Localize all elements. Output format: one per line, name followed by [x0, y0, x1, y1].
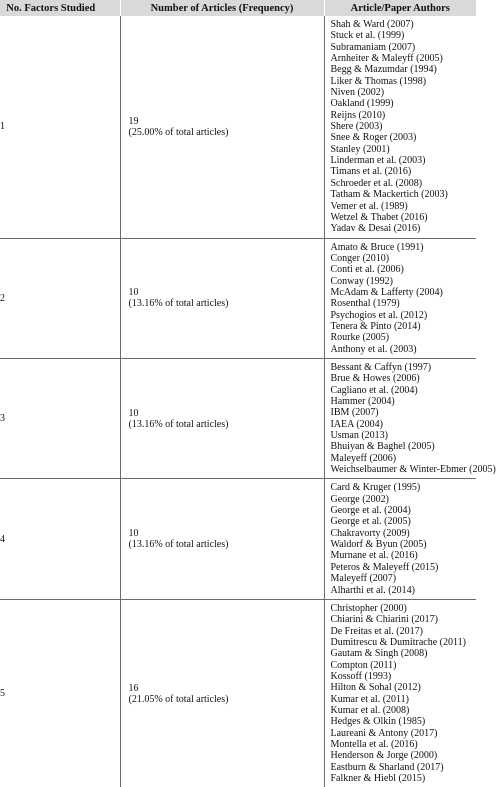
author-citation: Begg & Mazumdar (1994) — [330, 64, 437, 76]
header-authors: Article/Paper Authors — [324, 0, 476, 16]
authors-cell — [324, 479, 476, 599]
author-citation: Maleyeff (2007) — [330, 573, 397, 585]
author-citation: Murnane et al. (2016) — [330, 550, 418, 562]
author-citation: Shah & Ward (2007) — [330, 19, 414, 30]
article-count: 10 — [128, 287, 139, 299]
article-count: 16 — [128, 682, 139, 694]
author-citation: Falkner & Hiebl (2015) — [330, 773, 426, 784]
author-citation: Psychogios et al. (2012) — [330, 309, 428, 321]
author-citation: Timans et al. (2016) — [330, 166, 412, 178]
author-citation: Dumitrescu & Dumitrache (2011) — [330, 636, 466, 648]
author-citation: Eastburn & Sharland (2017) — [330, 761, 444, 773]
table-row — [0, 479, 476, 599]
authors-cell — [324, 358, 496, 478]
article-count: 10 — [128, 407, 139, 419]
factor-count-cell: 4 — [0, 479, 120, 599]
article-frequency-cell — [120, 358, 324, 478]
author-citation: Usman (2013) — [330, 430, 388, 442]
article-count: 19 — [128, 115, 139, 127]
author-citation: Gautam & Singh (2008) — [330, 648, 428, 660]
header-no-factors: No. Factors Studied — [0, 0, 120, 16]
author-citation: IBM (2007) — [330, 407, 379, 419]
author-citation: George (2002) — [330, 493, 389, 505]
article-frequency-cell — [120, 238, 324, 358]
author-citation: Hammer (2004) — [330, 396, 395, 407]
table-row — [0, 358, 476, 478]
table-header — [0, 0, 476, 16]
author-citation: Anthony et al. (2003) — [330, 343, 417, 355]
author-citation: Tenera & Pinto (2014) — [330, 320, 421, 332]
author-citation: Conti et al. (2006) — [330, 264, 404, 276]
author-citation: Waldorf & Byun (2005) — [330, 539, 427, 551]
author-citation: Schroeder et al. (2008) — [330, 177, 423, 189]
header-number-of-articles: Number of Articles (Frequency) — [120, 0, 324, 16]
author-citation: Laureani & Antony (2017) — [330, 727, 438, 739]
factor-count-cell: 5 — [0, 599, 120, 787]
author-citation: Kossoff (1993) — [330, 670, 392, 682]
author-citation: Montella et al. (2016) — [330, 738, 418, 750]
author-citation: Chakravorty (2009) — [330, 527, 410, 539]
author-citation: Shere (2003) — [330, 121, 383, 133]
article-frequency-cell — [120, 16, 324, 238]
author-citation: Conger (2010) — [330, 252, 390, 264]
author-citation: Compton (2011) — [330, 659, 397, 671]
author-citation: Wetzel & Thabet (2016) — [330, 211, 428, 223]
author-citation: George et al. (2005) — [330, 516, 411, 528]
author-citation: Bhuiyan & Baghel (2005) — [330, 441, 435, 453]
article-count: 10 — [128, 528, 139, 540]
author-citation: Subramaniam (2007) — [330, 41, 416, 53]
author-citation: Christopher (2000) — [330, 602, 407, 614]
table-row — [0, 238, 476, 358]
author-citation: George et al. (2004) — [330, 505, 411, 517]
factor-count-cell: 2 — [0, 238, 120, 358]
author-citation: Rourke (2005) — [330, 332, 390, 344]
author-citation: Hedges & Olkin (1985) — [330, 716, 426, 728]
author-citation: Kumar et al. (2011) — [330, 693, 409, 705]
author-citation: Tatham & Mackertich (2003) — [330, 189, 448, 201]
author-citation: Brue & Howes (2006) — [330, 373, 420, 385]
author-citation: Rosenthal (1979) — [330, 298, 400, 310]
article-percent: (13.16% of total articles) — [128, 298, 229, 310]
author-citation: Card & Kruger (1995) — [330, 482, 421, 494]
author-citation: Reijns (2010) — [330, 109, 386, 121]
author-citation: Conway (1992) — [330, 275, 393, 287]
article-percent: (13.16% of total articles) — [128, 418, 229, 430]
article-percent: (21.05% of total articles) — [128, 693, 229, 705]
author-citation: Peteros & Maleyeff (2015) — [330, 561, 439, 573]
author-citation: Linderman et al. (2003) — [330, 155, 426, 167]
author-citation: Maleyeff (2006) — [330, 452, 397, 464]
author-citation: Chiarini & Chiarini (2017) — [330, 614, 438, 626]
authors-cell — [324, 16, 476, 238]
author-citation: Cagliano et al. (2004) — [330, 384, 418, 396]
author-citation: Yadav & Desai (2016) — [330, 223, 421, 235]
factor-count-cell: 1 — [0, 121, 5, 133]
author-citation: McAdam & Lafferty (2004) — [330, 286, 443, 298]
author-citation: Bessant & Caffyn (1997) — [330, 361, 432, 373]
authors-cell — [324, 238, 476, 358]
author-citation: IAEA (2004) — [330, 418, 383, 430]
author-citation: Kumar et al. (2008) — [330, 704, 410, 716]
author-citation: Liker & Thomas (1998) — [330, 75, 427, 87]
author-citation: Hilton & Sohal (2012) — [330, 682, 421, 694]
author-citation: De Freitas et al. (2017) — [330, 625, 423, 637]
author-citation: Arnheiter & Maleyff (2005) — [330, 53, 443, 65]
author-citation: Stanley (2001) — [330, 143, 390, 155]
table-row — [0, 599, 476, 787]
author-citation: Weichselbaumer & Winter-Ebmer (2005) — [330, 464, 496, 476]
table-row — [0, 16, 476, 238]
article-percent: (25.00% of total articles) — [128, 126, 229, 138]
article-percent: (13.16% of total articles) — [128, 539, 229, 551]
author-citation: Snee & Roger (2003) — [330, 132, 417, 144]
article-frequency-cell — [120, 479, 324, 599]
author-citation: Oakland (1999) — [330, 98, 394, 110]
author-citation: Stuck et al. (1999) — [330, 30, 405, 42]
header-row — [0, 0, 476, 16]
author-citation: Alharthi et al. (2014) — [330, 584, 415, 596]
author-citation: Henderson & Jorge (2000) — [330, 750, 438, 762]
author-citation: Vemer et al. (1989) — [330, 200, 408, 212]
article-frequency-cell — [120, 599, 324, 787]
factor-count-cell: 3 — [0, 358, 120, 478]
author-citation: Niven (2002) — [330, 87, 385, 99]
author-citation: Amato & Bruce (1991) — [330, 241, 424, 253]
table-body — [0, 16, 496, 787]
authors-cell — [324, 599, 476, 787]
